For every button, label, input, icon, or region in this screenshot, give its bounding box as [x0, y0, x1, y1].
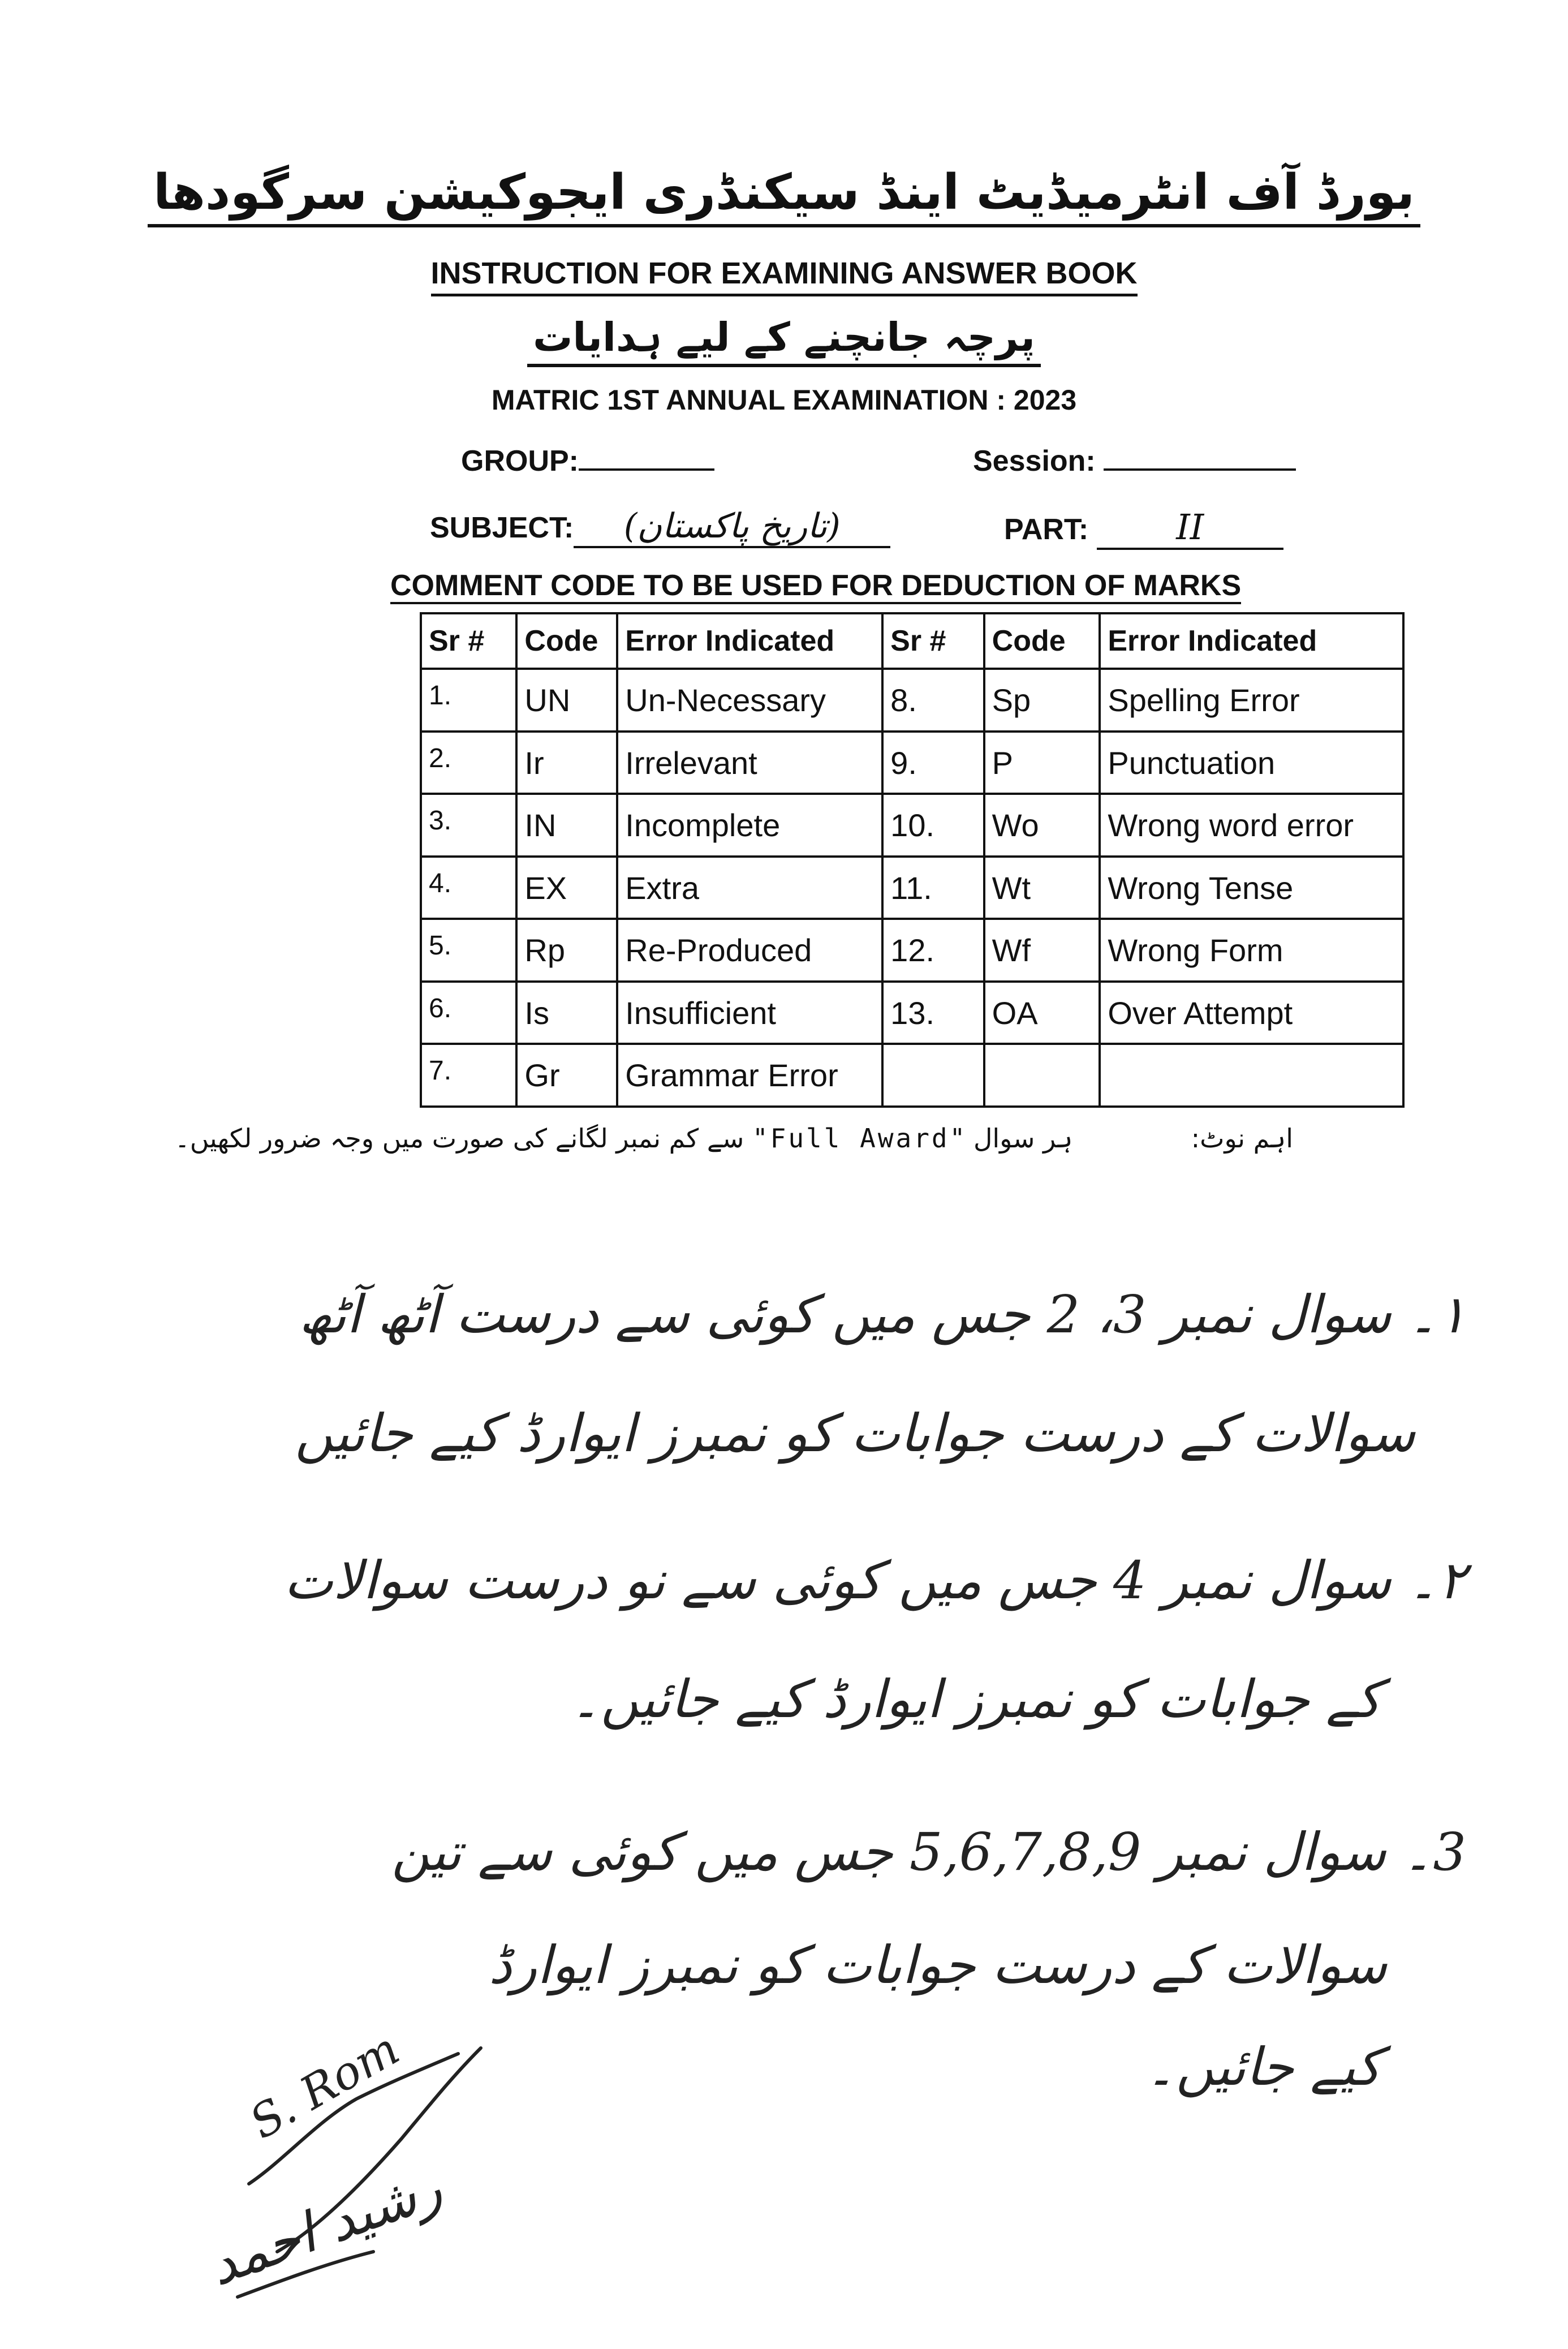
cell: 9.: [882, 732, 984, 794]
table-row: [421, 732, 1403, 794]
handwritten-line-3: ۲۔ سوال نمبر 4 جس میں کوئی سے نو درست سوالات: [284, 1550, 1466, 1611]
cell: Wo: [984, 794, 1100, 857]
header-error: Error Indicated: [617, 613, 882, 669]
header-sr-2: Sr #: [882, 613, 984, 669]
header-code-2: Code: [984, 613, 1100, 669]
header-error-2: Error Indicated: [1100, 613, 1403, 669]
cell: Extra: [617, 857, 882, 919]
cell: Wrong Form: [1100, 919, 1403, 982]
cell: [1100, 1044, 1403, 1107]
cell: Spelling Error: [1100, 669, 1403, 732]
table-header-row: [421, 613, 1403, 669]
cell: 1.: [421, 669, 516, 732]
handwritten-line-6: سوالات کے درست جوابات کو نمبرز ایوارڈ: [488, 1935, 1387, 1995]
cell: Is: [516, 982, 617, 1044]
cell: 3.: [421, 794, 516, 857]
table-row: [421, 982, 1403, 1044]
cell: 10.: [882, 794, 984, 857]
cell: Incomplete: [617, 794, 882, 857]
cell: Wt: [984, 857, 1100, 919]
cell: Wf: [984, 919, 1100, 982]
cell: [984, 1044, 1100, 1107]
cell: 6.: [421, 982, 516, 1044]
handwritten-line-2: سوالات کے درست جوابات کو نمبرز ایوارڈ کیے جائیں: [295, 1403, 1415, 1464]
table-row: [421, 669, 1403, 732]
group-blank[interactable]: [579, 468, 714, 471]
cell: Wrong Tense: [1100, 857, 1403, 919]
note-text-after: سے کم نمبر لگانے کی صورت میں وجہ ضرور لکھیں۔: [174, 1123, 744, 1154]
cell: Wrong word error: [1100, 794, 1403, 857]
signature-line-2: رشید احمد: [200, 2156, 450, 2298]
session-label: Session:: [973, 445, 1096, 477]
cell: OA: [984, 982, 1100, 1044]
board-title-urdu: بورڈ آف انٹرمیڈیٹ اینڈ سیکنڈری ایجوکیشن سرگودھا: [0, 164, 1568, 221]
cell: Ir: [516, 732, 617, 794]
group-label: GROUP:: [461, 445, 579, 477]
header-sr: Sr #: [421, 613, 516, 669]
subject-field: [430, 506, 890, 548]
cell: Punctuation: [1100, 732, 1403, 794]
table-row: [421, 857, 1403, 919]
part-value[interactable]: II: [1097, 506, 1283, 550]
cell: Sp: [984, 669, 1100, 732]
important-note: [175, 1123, 1293, 1154]
cell: IN: [516, 794, 617, 857]
note-label: اہم نوٹ:: [1191, 1123, 1293, 1154]
cell: Un-Necessary: [617, 669, 882, 732]
note-text-before: ہر سوال: [973, 1123, 1073, 1154]
header-code: Code: [516, 613, 617, 669]
cell: 2.: [421, 732, 516, 794]
cell: 11.: [882, 857, 984, 919]
cell: Rp: [516, 919, 617, 982]
group-field: [461, 444, 714, 478]
cell: 12.: [882, 919, 984, 982]
part-label: PART:: [1004, 513, 1089, 546]
comment-code-table: [420, 612, 1405, 1108]
table-row: [421, 794, 1403, 857]
session-blank[interactable]: [1104, 468, 1296, 471]
handwritten-line-4: کے جوابات کو نمبرز ایوارڈ کیے جائیں۔: [570, 1669, 1381, 1730]
cell: Gr: [516, 1044, 617, 1107]
handwritten-line-5: 3۔ سوال نمبر 5,6,7,8,9 جس میں کوئی سے تین: [391, 1822, 1466, 1882]
cell: Grammar Error: [617, 1044, 882, 1107]
subject-value[interactable]: (تاریخ پاکستان): [574, 506, 890, 548]
table-row: [421, 919, 1403, 982]
handwritten-line-1: ۱۔ سوال نمبر 3، 2 جس میں کوئی سے درست آٹھ آٹھ: [299, 1284, 1466, 1345]
cell: [882, 1044, 984, 1107]
cell: UN: [516, 669, 617, 732]
cell: 5.: [421, 919, 516, 982]
part-field: [1004, 506, 1283, 550]
cell: 8.: [882, 669, 984, 732]
handwritten-line-7: کیے جائیں۔: [1145, 2037, 1381, 2097]
note-full-award: "Full Award": [752, 1123, 966, 1154]
table-row: [421, 1044, 1403, 1107]
session-field: [973, 444, 1296, 478]
cell: Irrelevant: [617, 732, 882, 794]
cell: P: [984, 732, 1100, 794]
cell: Over Attempt: [1100, 982, 1403, 1044]
cell: Re-Produced: [617, 919, 882, 982]
signature-line-1: S. Rom: [240, 2022, 408, 2149]
exam-title: MATRIC 1ST ANNUAL EXAMINATION : 2023: [491, 384, 1077, 416]
comment-code-title: COMMENT CODE TO BE USED FOR DEDUCTION OF MARKS: [390, 569, 1241, 603]
cell: EX: [516, 857, 617, 919]
instruction-title: INSTRUCTION FOR EXAMINING ANSWER BOOK: [0, 256, 1568, 291]
cell: 4.: [421, 857, 516, 919]
cell: Insufficient: [617, 982, 882, 1044]
instruction-title-urdu: پرچہ جانچنے کے لیے ہدایات: [0, 314, 1568, 360]
cell: 7.: [421, 1044, 516, 1107]
subject-label: SUBJECT:: [430, 511, 574, 544]
cell: 13.: [882, 982, 984, 1044]
